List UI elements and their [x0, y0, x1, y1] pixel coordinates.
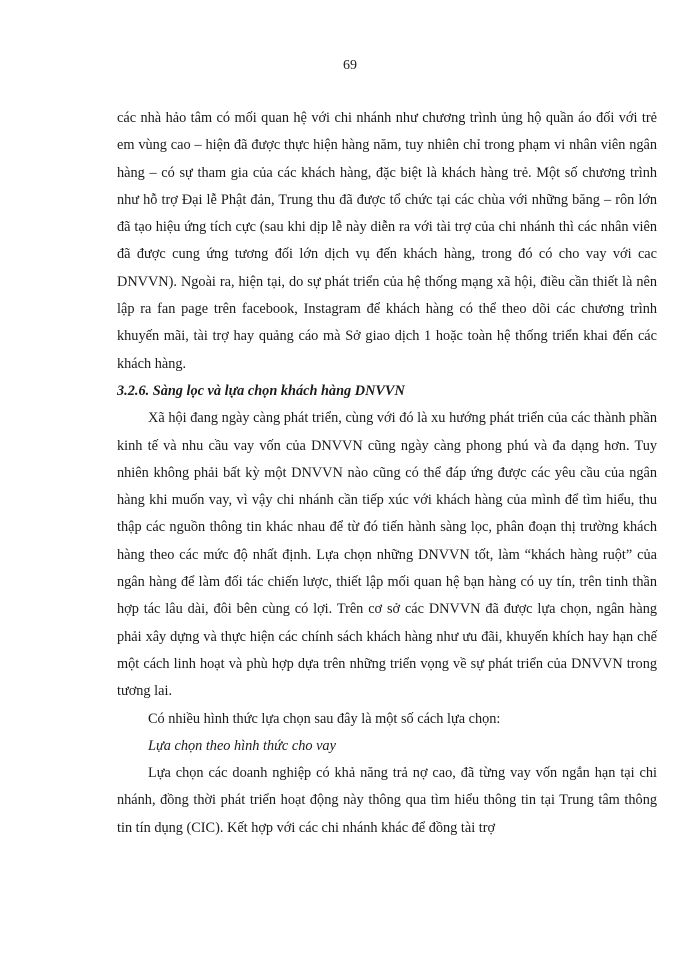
paragraph-customer-selection: Xã hội đang ngày càng phát triển, cùng với đó là xu hướng phát triển của các thành phần kinh tế và nhu cầu vay vốn của DNVVN cũng ngày càng phong phú và đa dạng hơn. Tuy nhiên không phải bất kỳ một DNVVN nào cũng có thể đáp ứng được các yêu cầu của ngân hàng khi muốn vay, vì vậy chi nhánh cần tiếp xúc với khách hàng của mình để tìm hiểu, thu thập các nguồn thông tin khác nhau để từ đó tiến hành sàng lọc, phân đoạn thị trường khách hàng theo các mức độ nhất định. Lựa chọn những DNVVN tốt, làm “khách hàng ruột” của ngân hàng để làm đối tác chiến lược, thiết lập mối quan hệ bạn hàng có uy tín, trên tinh thần hợp tác lâu dài, đôi bên cùng có lợi. Trên cơ sở các DNVVN đã được lựa chọn, ngân hàng phải xây dựng và thực hiện các chính sách khách hàng như ưu đãi, khuyến khích hay hạn chế một cách linh hoạt và phù hợp dựa trên những triển vọng về sự phát triển của DNVVN trong tương lai. [117, 410, 657, 700]
paragraph-loan-form: Lựa chọn các doanh nghiệp có khả năng trả nợ cao, đã từng vay vốn ngắn hạn tại chi nhánh, đồng thời phát triển hoạt động này thông qua tìm hiểu thông tin tại Trung tâm thông tin tín dụng (CIC). Kết hợp với các chi nhánh khác để đồng tài trợ [117, 765, 657, 836]
page-number: 69 [343, 58, 357, 73]
subheading-loan-form: Lựa chọn theo hình thức cho vay [148, 737, 336, 754]
paragraph-continuation: các nhà hảo tâm có mối quan hệ với chi nhánh như chương trình ủng hộ quần áo đối với trẻ em vùng cao – hiện đã được thực hiện hàng năm, tuy nhiên chỉ trong phạm vi nhân viên ngân hàng – có sự tham gia của các khách hàng, đặc biệt là khách hàng trẻ. Một số chương trình như hỗ trợ Đại lễ Phật đản, Trung thu đã được tổ chức tại các chùa với những băng – rôn lớn đã tạo hiệu ứng tích cực (sau khi dịp lễ này diễn ra với tài trợ của chi nhánh thì các nhân viên đã được cung ứng tương đối lớn dịch vụ đến khách hàng, trong đó có cho vay với cac DNVVN). Ngoài ra, hiện tại, do sự phát triển của hệ thống mạng xã hội, điều cần thiết là nên lập ra fan page trên facebook, Instagram để khách hàng có thể theo dõi các chương trình khuyến mãi, tài trợ hay quảng cáo mà Sở giao dịch 1 hoặc toàn hệ thống triển khai đến các khách hàng. [117, 110, 657, 372]
paragraph-selection-intro: Có nhiều hình thức lựa chọn sau đây là một số cách lựa chọn: [148, 710, 501, 727]
section-heading: 3.2.6. Sàng lọc và lựa chọn khách hàng DNVVN [117, 382, 405, 399]
document-body [117, 105, 657, 842]
